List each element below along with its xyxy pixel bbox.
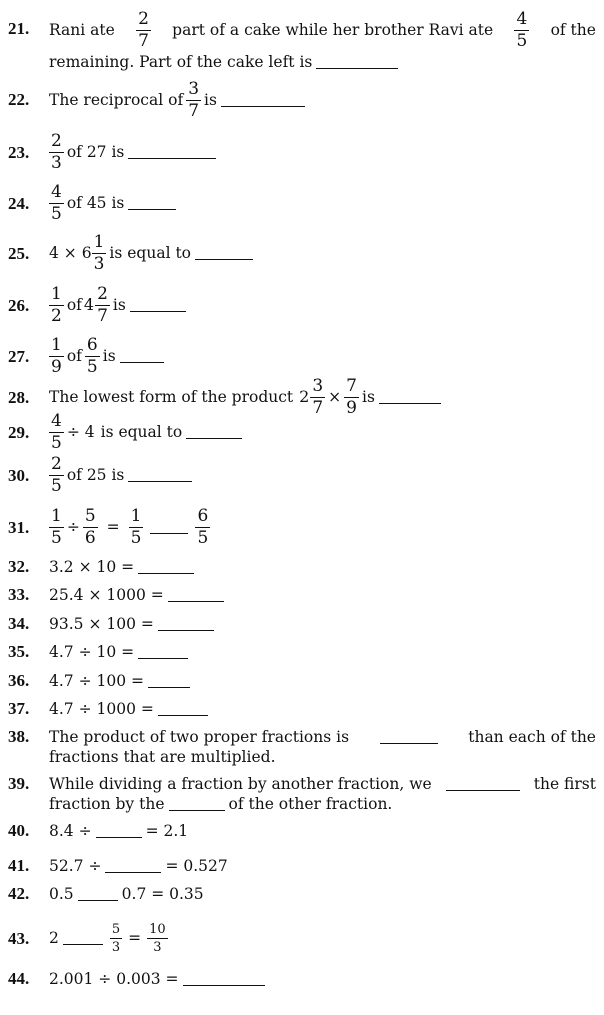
question-text: of bbox=[66, 347, 82, 365]
fraction: $\frac{10}{3}$ bbox=[149, 921, 166, 955]
question-text: of bbox=[66, 296, 82, 314]
question-text: 0.7 = 0.35 bbox=[121, 885, 204, 903]
answer-blank[interactable] bbox=[169, 798, 225, 811]
question-number: 39. bbox=[8, 774, 30, 793]
fraction: 6 5 bbox=[197, 505, 209, 548]
question-text: remaining. Part of the cake left is bbox=[49, 53, 313, 71]
question-number: 34. bbox=[8, 614, 30, 633]
question-text: 4.7 ÷ 1000 = bbox=[49, 700, 154, 718]
times-sign: × bbox=[328, 388, 342, 406]
question-number: 27. bbox=[8, 347, 30, 366]
question-text: While dividing a fraction by another fraction, we bbox=[49, 775, 432, 793]
question-text: The product of two proper fractions is bbox=[49, 728, 350, 746]
question-text: part of a cake while her brother Ravi ate bbox=[172, 21, 494, 39]
question-number: 23. bbox=[8, 143, 30, 162]
answer-blank[interactable] bbox=[63, 932, 103, 945]
fraction: $\frac{7}{9}$ bbox=[346, 375, 357, 418]
question-number: 38. bbox=[8, 727, 30, 746]
equals-sign: = bbox=[128, 929, 142, 947]
question-text: than each of the bbox=[468, 728, 596, 746]
question-text: 4 × 6 bbox=[49, 244, 92, 262]
question-number: 21. bbox=[8, 19, 30, 38]
answer-blank[interactable] bbox=[105, 860, 161, 873]
question-text: of 27 is bbox=[66, 143, 125, 161]
fraction: 1 9 bbox=[51, 334, 62, 377]
question-number: 26. bbox=[8, 296, 30, 315]
question-text: The reciprocal of bbox=[49, 91, 184, 109]
fraction: 4 5 bbox=[516, 8, 528, 51]
answer-blank[interactable] bbox=[168, 589, 224, 602]
answer-blank[interactable] bbox=[446, 778, 520, 791]
fraction: $\frac{1}{5}$ bbox=[130, 505, 142, 548]
fraction: 3 7 bbox=[188, 78, 200, 121]
fraction: $\frac{4}{5}$ bbox=[51, 410, 62, 453]
answer-blank[interactable] bbox=[130, 299, 186, 312]
question-number: 22. bbox=[8, 90, 30, 109]
question-text: the first bbox=[533, 775, 596, 793]
question-text: ÷ 4 bbox=[66, 423, 95, 441]
answer-blank[interactable] bbox=[380, 731, 438, 744]
question-text: of 45 is bbox=[66, 194, 125, 212]
equals-sign: = bbox=[106, 518, 120, 536]
question-number: 41. bbox=[8, 856, 30, 875]
question-text: 52.7 ÷ bbox=[49, 857, 102, 875]
question-text: is equal to bbox=[100, 423, 183, 441]
question-number: 29. bbox=[8, 423, 30, 442]
question-number: 37. bbox=[8, 699, 30, 718]
answer-blank[interactable] bbox=[158, 618, 214, 631]
question-number: 25. bbox=[8, 244, 30, 263]
fraction: $\frac{5}{6}$ bbox=[84, 505, 96, 548]
answer-blank[interactable] bbox=[138, 561, 194, 574]
fraction: 2 3 bbox=[51, 130, 62, 173]
question-text: fractions that are multiplied. bbox=[49, 748, 276, 766]
question-text: Rani ate bbox=[49, 21, 115, 39]
mixed-number: 4 2 7 bbox=[83, 283, 108, 326]
question-text: 2 bbox=[49, 929, 59, 947]
question-number: 43. bbox=[8, 929, 30, 948]
answer-blank[interactable] bbox=[120, 350, 164, 363]
question-number: 24. bbox=[8, 194, 30, 213]
question-number: 30. bbox=[8, 466, 30, 485]
question-text: 0.5 bbox=[49, 885, 74, 903]
question-number: 33. bbox=[8, 585, 30, 604]
mixed-number: 2 3 7 bbox=[299, 375, 324, 418]
fraction: 6 5 bbox=[86, 334, 98, 377]
answer-blank[interactable] bbox=[138, 646, 188, 659]
answer-blank[interactable] bbox=[128, 146, 216, 159]
fraction: 1 3 bbox=[93, 231, 105, 274]
question-number: 31. bbox=[8, 518, 30, 537]
divide-sign: ÷ bbox=[66, 518, 80, 536]
fraction: 4 5 bbox=[51, 181, 62, 224]
question-number: 28. bbox=[8, 388, 30, 407]
question-text: is bbox=[204, 91, 217, 109]
fraction: 1 2 bbox=[51, 283, 62, 326]
question-number: 32. bbox=[8, 557, 30, 576]
question-text: 8.4 ÷ bbox=[49, 822, 92, 840]
fraction: $\frac{5}{3}$ bbox=[111, 921, 121, 955]
question-number: 36. bbox=[8, 671, 30, 690]
answer-blank[interactable] bbox=[96, 825, 142, 838]
question-text: of 25 is bbox=[66, 466, 125, 484]
question-text: is bbox=[102, 347, 116, 365]
question-text: is equal to bbox=[109, 244, 192, 262]
question-text: is bbox=[362, 388, 375, 406]
answer-blank[interactable] bbox=[150, 521, 188, 534]
question-text: 93.5 × 100 = bbox=[49, 615, 154, 633]
question-text: = 2.1 bbox=[145, 822, 189, 840]
answer-blank[interactable] bbox=[183, 973, 265, 986]
question-number: 44. bbox=[8, 969, 30, 988]
answer-blank[interactable] bbox=[195, 247, 253, 260]
question-text: of the bbox=[550, 21, 596, 39]
question-number: 35. bbox=[8, 642, 30, 661]
question-text: of the other fraction. bbox=[228, 795, 393, 813]
question-text: fraction by the bbox=[49, 795, 165, 813]
fraction: 2 5 bbox=[51, 453, 62, 496]
question-text: is bbox=[112, 296, 126, 314]
answer-blank[interactable] bbox=[128, 469, 192, 482]
answer-blank[interactable] bbox=[78, 888, 118, 901]
question-text: 25.4 × 1000 = bbox=[49, 586, 164, 604]
question-text: 2.001 ÷ 0.003 = bbox=[49, 970, 179, 988]
question-text: 4.7 ÷ 100 = bbox=[49, 672, 144, 690]
question-text: 3.2 × 10 = bbox=[49, 558, 135, 576]
question-number: 40. bbox=[8, 821, 30, 840]
question-text: The lowest form of the product bbox=[49, 388, 294, 406]
answer-blank[interactable] bbox=[148, 675, 190, 688]
question-text: = 0.527 bbox=[165, 857, 228, 875]
fraction: $\frac{1}{5}$ bbox=[51, 505, 62, 548]
answer-blank[interactable] bbox=[316, 56, 398, 69]
answer-blank[interactable] bbox=[379, 391, 441, 404]
fraction: 2 7 bbox=[138, 8, 149, 51]
answer-blank[interactable] bbox=[221, 94, 305, 107]
answer-blank[interactable] bbox=[158, 703, 208, 716]
answer-blank[interactable] bbox=[128, 197, 176, 210]
question-text: 4.7 ÷ 10 = bbox=[49, 643, 135, 661]
answer-blank[interactable] bbox=[186, 426, 242, 439]
question-number: 42. bbox=[8, 884, 30, 903]
